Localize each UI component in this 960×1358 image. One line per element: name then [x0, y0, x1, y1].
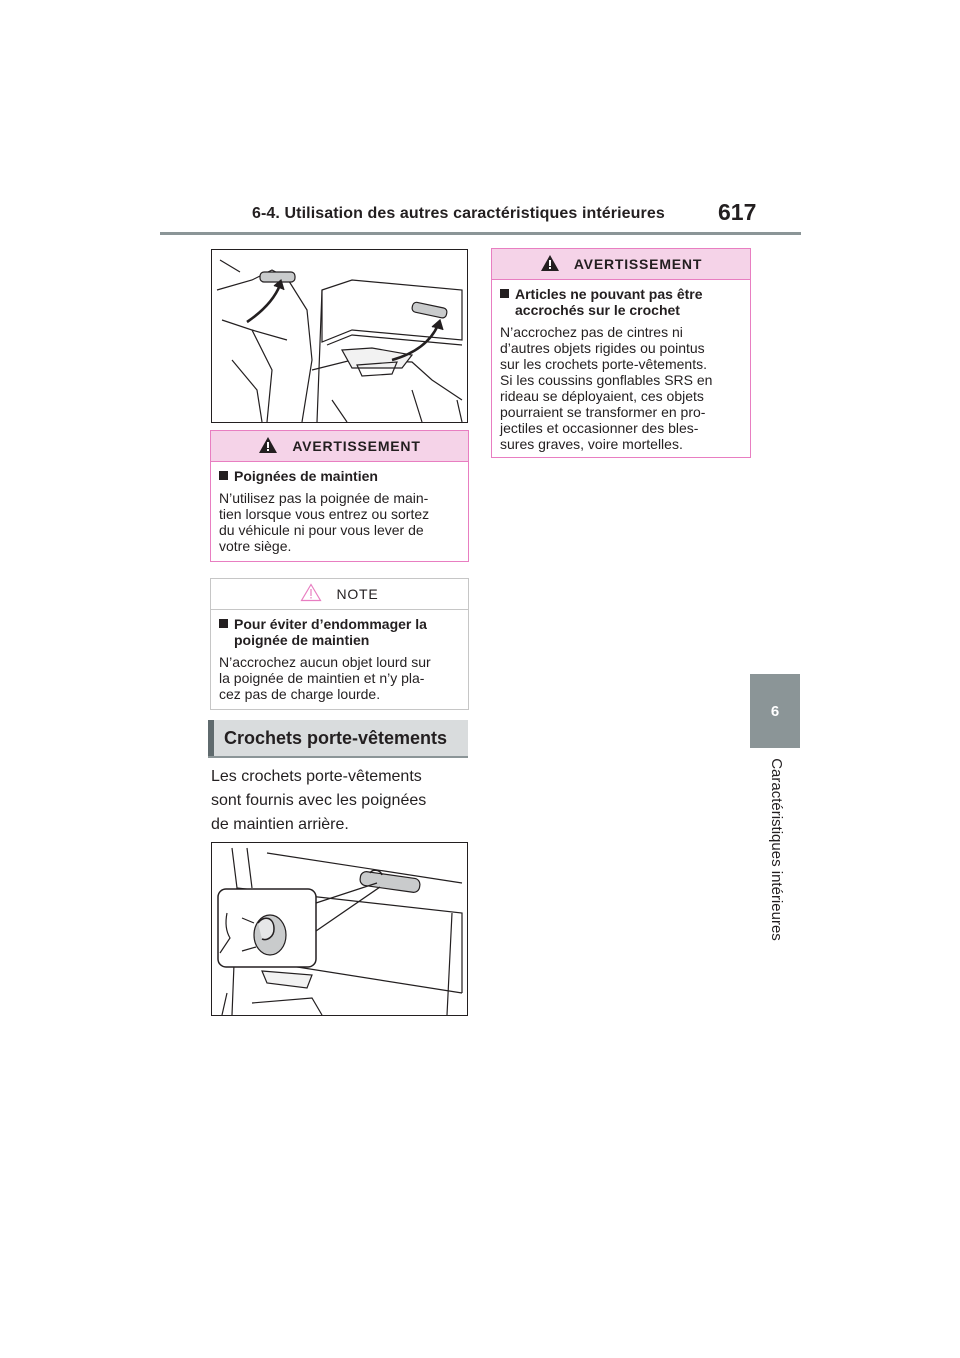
chapter-label-text: Caractéristiques intérieures — [767, 758, 785, 941]
warning-triangle-icon — [540, 254, 560, 275]
warning-box-header — [492, 249, 750, 280]
square-bullet-icon — [219, 471, 228, 480]
warning-item-title: Poignées de maintien — [219, 468, 460, 484]
warning-box-grips — [210, 430, 469, 562]
header-rule — [160, 232, 801, 235]
assist-grip-illustration — [211, 249, 468, 423]
note-box — [210, 578, 469, 710]
warning-box-header — [211, 431, 468, 462]
note-triangle-outline-icon — [300, 583, 322, 605]
square-bullet-icon — [219, 619, 228, 628]
section-paragraph: Les crochets porte-vêtements sont fournis avec les poignées de maintien arrière. — [211, 768, 427, 833]
section-rule — [208, 756, 468, 758]
note-heading: NOTE — [336, 586, 379, 602]
warning-item-text: N’accrochez pas de cintres ni d’autres objets rigides ou pointus sur les crochets porte-vêtements. Si les coussins gonflables SRS en rideau se déployaient, ces objets pourraient se transformer en pro- jectiles et occasionner des bles- sures graves, voire mortelles. — [500, 324, 713, 452]
note-item-text: N’accrochez aucun objet lourd sur la poignée de maintien et n’y pla- cez pas de charge lourde. — [219, 654, 431, 702]
chapter-number: 6 — [770, 702, 780, 720]
section-heading: Crochets porte-vêtements — [208, 720, 468, 756]
page-number: 617 — [718, 199, 757, 225]
section-title: 6-4. Utilisation des autres caractéristiques intérieures — [252, 205, 665, 222]
warning-heading: AVERTISSEMENT — [292, 438, 421, 454]
coat-hook-illustration — [211, 842, 468, 1016]
warning-item-text: N’utilisez pas la poignée de main- tien lorsque vous entrez ou sortez du véhicule ni pour vous lever de votre siège. — [219, 490, 430, 554]
warning-triangle-icon — [258, 436, 278, 457]
warning-heading: AVERTISSEMENT — [573, 256, 703, 272]
chapter-tab — [750, 674, 800, 748]
note-item-title: Pour éviter d’endommager la poignée de maintien — [219, 616, 460, 648]
warning-box-hook — [491, 248, 751, 458]
square-bullet-icon — [500, 289, 509, 298]
warning-item-title: Articles ne pouvant pas être accrochés sur le crochet — [500, 286, 742, 318]
note-box-header — [211, 579, 468, 610]
chapter-label — [756, 742, 796, 957]
